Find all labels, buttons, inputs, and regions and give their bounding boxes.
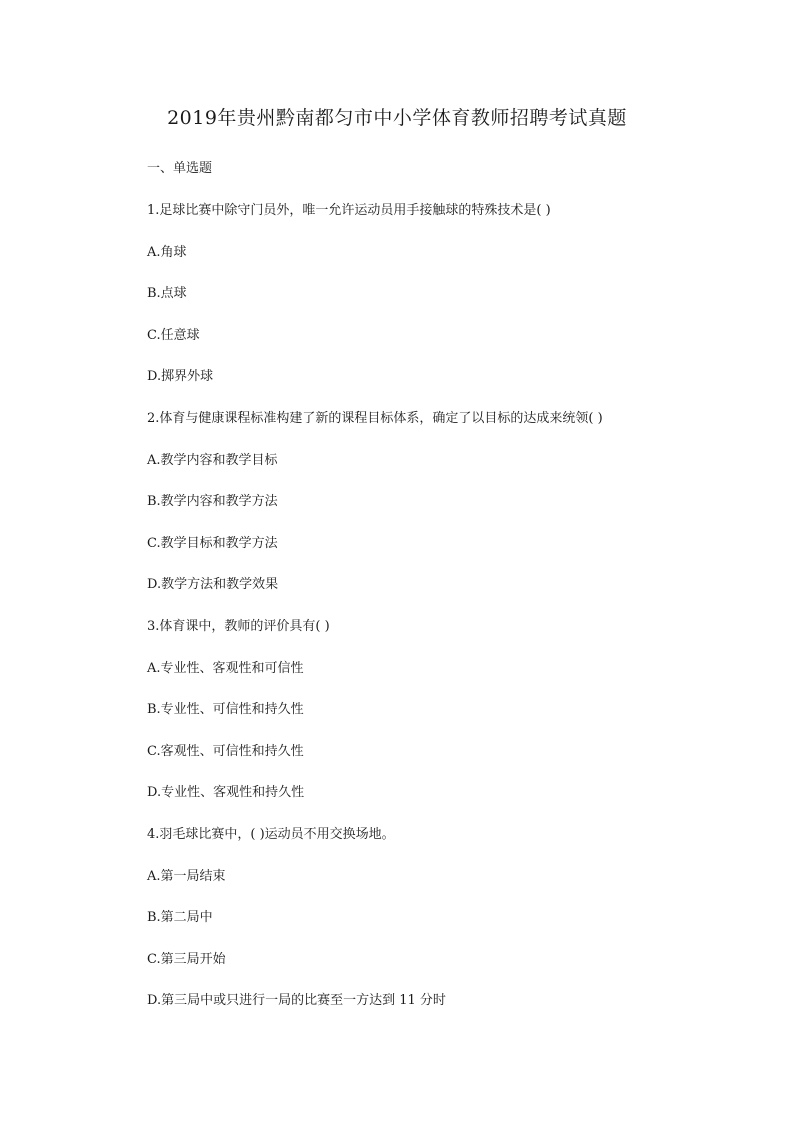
question-4-stem: 4.羽毛球比赛中，( )运动员不用交换场地。 bbox=[147, 827, 395, 842]
section-heading: 一、单选题 bbox=[147, 161, 213, 176]
question-3-stem: 3.体育课中，教师的评价具有( ) bbox=[147, 619, 330, 634]
question-1-option-b: B.点球 bbox=[147, 286, 187, 301]
question-4-option-b: B.第二局中 bbox=[147, 910, 213, 925]
question-2-option-b: B.教学内容和教学方法 bbox=[147, 494, 278, 509]
page-title: 2019年贵州黔南都匀市中小学体育教师招聘考试真题 bbox=[167, 107, 627, 129]
question-2-option-d: D.教学方法和教学效果 bbox=[147, 577, 279, 592]
question-2-option-c: C.教学目标和教学方法 bbox=[147, 536, 278, 551]
question-4-option-a: A.第一局结束 bbox=[147, 869, 226, 884]
question-1-option-c: C.任意球 bbox=[147, 328, 200, 343]
question-2-stem: 2.体育与健康课程标准构建了新的课程目标体系，确定了以目标的达成来统领( ) bbox=[147, 411, 603, 426]
question-3-option-a: A.专业性、客观性和可信性 bbox=[147, 661, 304, 676]
question-3-option-d: D.专业性、客观性和持久性 bbox=[147, 785, 305, 800]
question-4-option-c: C.第三局开始 bbox=[147, 952, 226, 967]
question-1-option-d: D.掷界外球 bbox=[147, 369, 214, 384]
question-2-option-a: A.教学内容和教学目标 bbox=[147, 453, 278, 468]
question-3-option-c: C.客观性、可信性和持久性 bbox=[147, 744, 304, 759]
question-1-stem: 1.足球比赛中除守门员外，唯一允许运动员用手接触球的特殊技术是( ) bbox=[147, 203, 551, 218]
question-3-option-b: B.专业性、可信性和持久性 bbox=[147, 702, 304, 717]
question-1-option-a: A.角球 bbox=[147, 245, 187, 260]
question-4-option-d: D.第三局中或只进行一局的比赛至一方达到 11 分时 bbox=[147, 993, 446, 1008]
